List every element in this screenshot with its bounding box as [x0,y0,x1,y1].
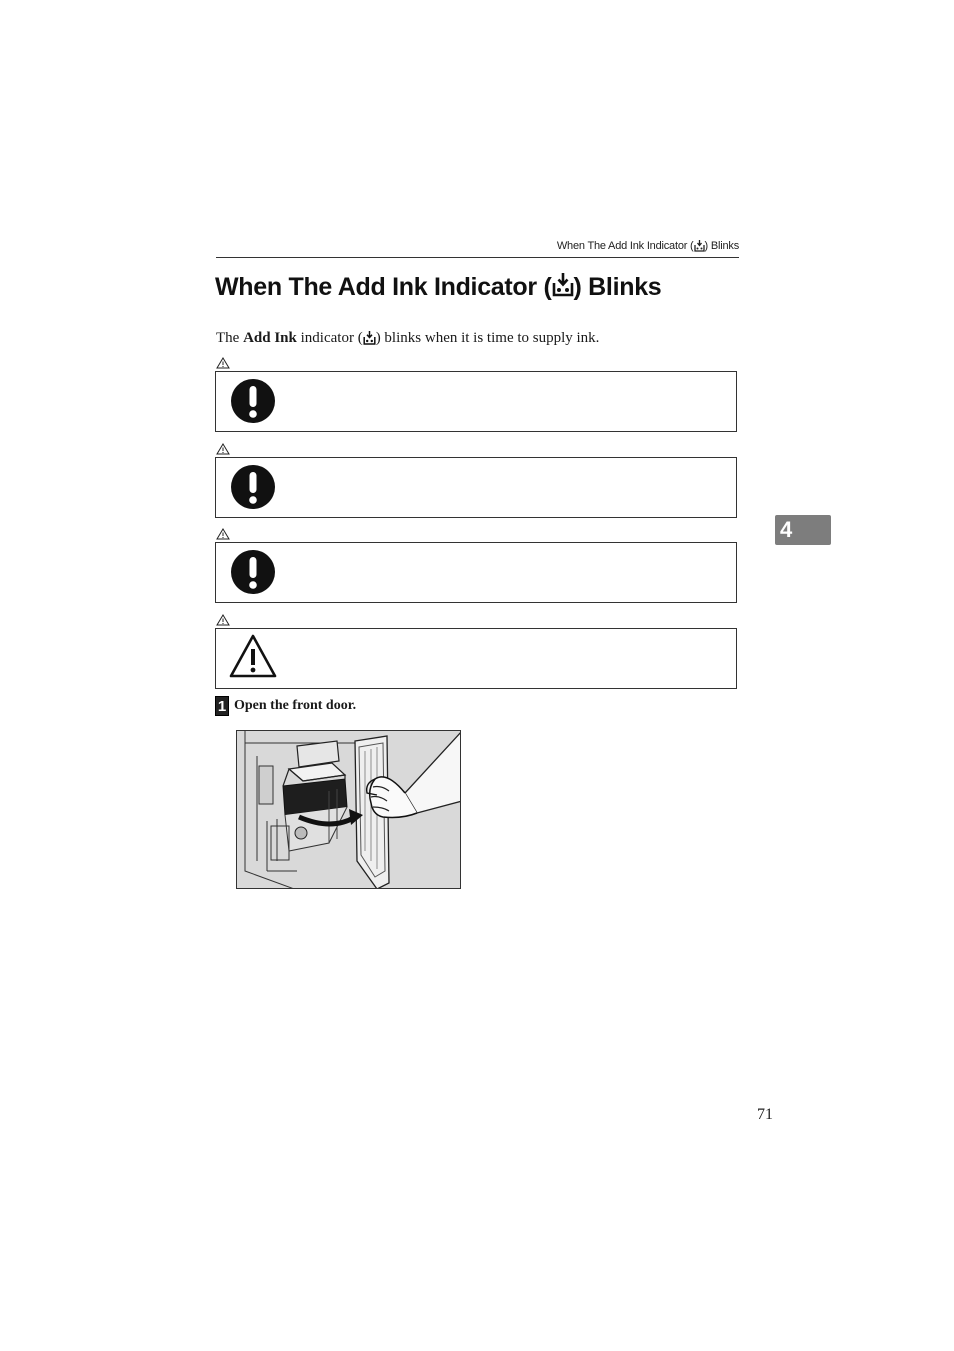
page-title-before: When The Add Ink Indicator ( [215,273,552,301]
page-number: 71 [757,1106,773,1123]
intro-bold-add-ink: Add Ink [243,330,297,346]
page-title [215,273,661,304]
intro-paragraph [216,330,599,350]
warning-box [215,542,737,603]
small-caution-triangle-icon [216,614,230,626]
warning-box [215,457,737,518]
exclamation-circle-icon [230,378,276,424]
add-ink-icon [694,240,705,255]
front-door-illustration [236,730,461,889]
chapter-tab: 4 [775,515,831,545]
caution-box [215,628,737,689]
step-number-badge: 1 [215,696,229,716]
exclamation-circle-icon [230,549,276,595]
small-caution-triangle-icon [216,528,230,540]
intro-middle: indicator ( [296,330,363,346]
step-1 [215,696,356,716]
running-header [216,240,739,255]
running-header-text-before: When The Add Ink Indicator ( [556,240,694,252]
running-header-text-after: ) Blinks [704,240,739,252]
exclamation-circle-icon [230,464,276,510]
step-text: Open the front door. [234,698,357,713]
small-caution-triangle-icon [216,443,230,455]
header-rule [216,257,739,258]
page-title-after: ) Blinks [573,273,662,301]
caution-triangle-icon [228,633,278,679]
small-caution-triangle-icon [216,357,230,369]
intro-prefix: The [216,330,244,346]
add-ink-icon [552,273,574,304]
machine-door-drawing [237,731,461,889]
intro-suffix: ) blinks when it is time to supply ink. [375,330,600,346]
add-ink-icon [363,331,376,350]
warning-box [215,371,737,432]
